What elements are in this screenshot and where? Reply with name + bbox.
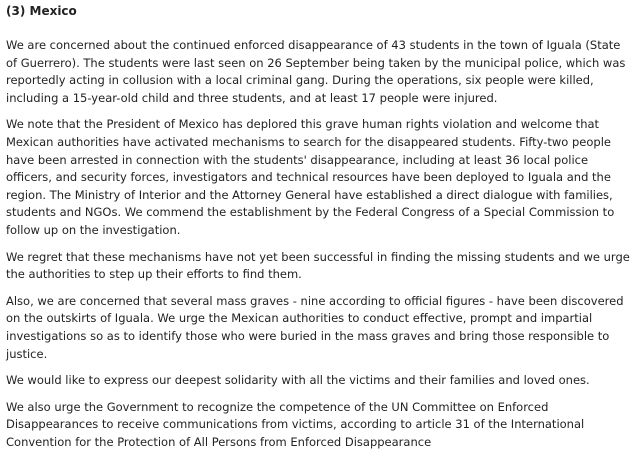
paragraph-students-disappearance: We are concerned about the continued enforced disappearance of 43 students in the town of Iguala (State of Guerrero). The students were last seen on 26 September being taken by the municipal police, which was reportedly acting in collusion with a local criminal gang. During the operations, six people were killed, including a 15-year-old child and three students, and at least 17 people were injured. [6,38,626,105]
paragraph-government-response: We note that the President of Mexico has deplored this grave human rights violation and welcome that Mexican authorities have activated mechanisms to search for the disappeared students. Fifty-two people have been arrested in connection with the students' disappearance, including at least 36 local police officers, and security forces, investigators and technical resources have been deployed to Iguala and the region. The Ministry of Interior and the Attorney General have established a direct dialogue with families, students and NGOs. We commend the establishment by the Federal Congress of a Special Commission to follow up on the investigation. [6,117,615,237]
paragraph-un-committee: We also urge the Government to recognize the competence of the UN Committee on Enforced Disappearances to receive communications from victims, according to article 31 of the International Convention for the Protection of All Persons from Enforced Disappearance [6,399,585,449]
paragraph-mass-graves: Also, we are concerned that several mass graves - nine according to official figures - have been discovered on the outskirts of Iguala. We urge the Mexican authorities to conduct effective, prompt and impartial investigations so as to identify those who were buried in the mass graves and bring those responsible to justice. [6,293,624,361]
paragraph-solidarity: We would like to express our deepest solidarity with all the victims and their families and loved ones. [6,373,590,388]
section-heading: (3) Mexico [6,4,77,18]
paragraph-regret: We regret that these mechanisms have not yet been successful in finding the missing students and we urge the authorities to step up their efforts to find them. [6,249,630,282]
